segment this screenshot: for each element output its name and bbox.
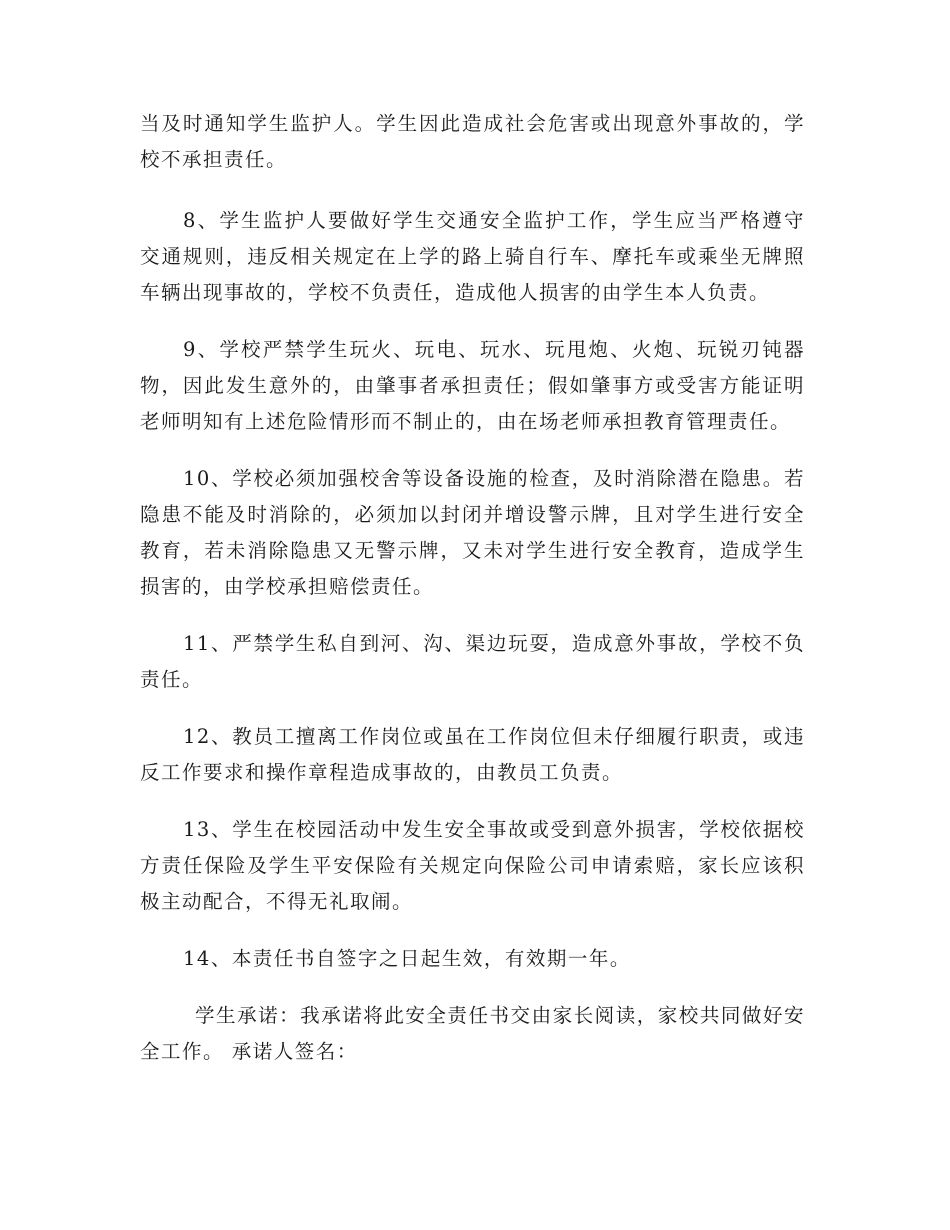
student-promise: 学生承诺：我承诺将此安全责任书交由家长阅读，家校共同做好安全工作。 承诺人签名：	[140, 1004, 805, 1063]
paragraph-item-11: 11、严禁学生私自到河、沟、渠边玩耍，造成意外事故，学校不负责任。	[140, 632, 805, 691]
document-page	[140, 106, 805, 1091]
paragraph-continuation: 当及时通知学生监护人。学生因此造成社会危害或出现意外事故的，学校不承担责任。	[140, 112, 805, 171]
paragraph-item-12: 12、教员工擅离工作岗位或虽在工作岗位但未仔细履行职责，或违反工作要求和操作章程造成事故的，由教员工负责。	[140, 725, 805, 784]
paragraph-item-9: 9、学校严禁学生玩火、玩电、玩水、玩甩炮、火炮、玩锐刃钝器物，因此发生意外的，由肇事者承担责任；假如肇事方或受害方能证明老师明知有上述危险情形而不制止的，由在场老师承担教育管理责任。	[140, 338, 805, 433]
paragraph-item-14: 14、本责任书自签字之日起生效，有效期一年。	[183, 947, 631, 970]
paragraph-item-13: 13、学生在校园活动中发生安全事故或受到意外损害，学校依据校方责任保险及学生平安保险有关规定向保险公司申请索赔，家长应该积极主动配合，不得无礼取闹。	[140, 818, 805, 913]
paragraph-item-10: 10、学校必须加强校舍等设备设施的检查，及时消除潜在隐患。若隐患不能及时消除的，必须加以封闭并增设警示牌，且对学生进行安全教育，若未消除隐患又无警示牌，又未对学生进行安全教育，造成学生损害的，由学校承担赔偿责任。	[140, 467, 805, 598]
paragraph-item-8: 8、学生监护人要做好学生交通安全监护工作，学生应当严格遵守交通规则，违反相关规定在上学的路上骑自行车、摩托车或乘坐无牌照车辆出现事故的，学校不负责任，造成他人损害的由学生本人负责。	[140, 209, 805, 304]
